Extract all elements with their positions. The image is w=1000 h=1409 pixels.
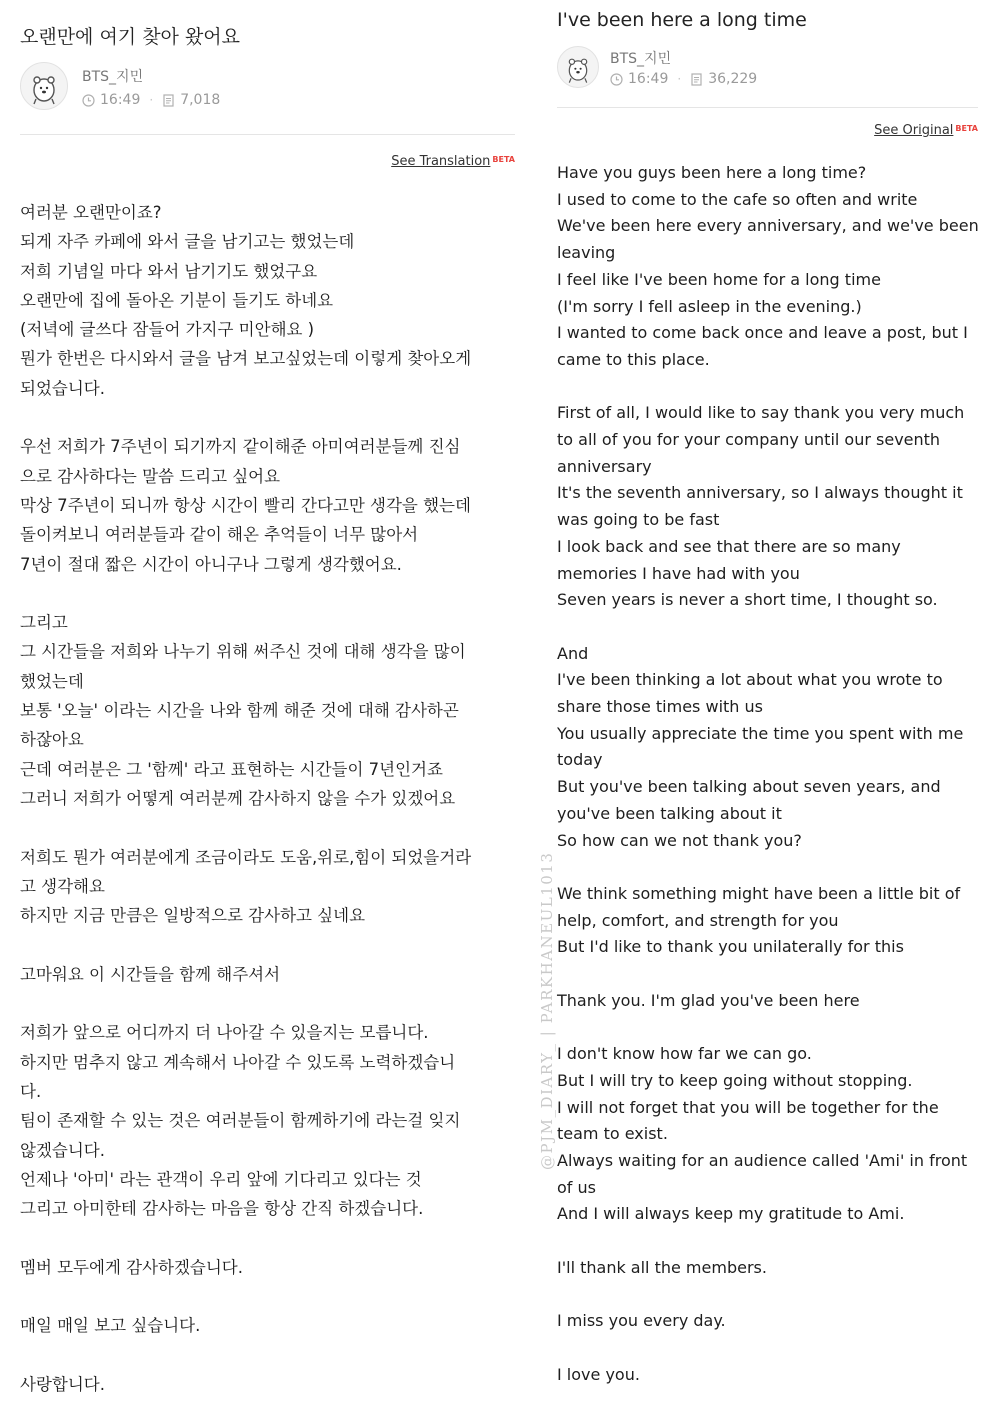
blank-line bbox=[20, 1341, 520, 1370]
see-original-label[interactable]: See Original bbox=[874, 123, 954, 138]
body-line: First of all, I would like to say thank you very much bbox=[557, 403, 965, 423]
see-original-link[interactable] bbox=[874, 123, 978, 138]
body-line: 저희가 앞으로 어디까지 더 나아갈 수 있을지는 모릅니다. bbox=[20, 1023, 429, 1043]
post-time: 16:49 bbox=[100, 92, 141, 108]
body-line: 막상 7주년이 되니까 항상 시간이 빨리 간다고만 생각을 했는데 bbox=[20, 495, 471, 515]
blank-line bbox=[557, 854, 987, 881]
body-line: help, comfort, and strength for you bbox=[557, 910, 839, 930]
blank-line bbox=[557, 614, 987, 641]
body-line: 멤버 모두에게 감사하겠습니다. bbox=[20, 1257, 243, 1277]
meta-separator: · bbox=[149, 93, 154, 107]
blank-line bbox=[557, 1335, 987, 1362]
body-line: It's the seventh anniversary, so I always thought it bbox=[557, 483, 963, 503]
body-line: 우선 저희가 7주년이 되기까지 같이해준 아미여러분들께 진심 bbox=[20, 437, 461, 457]
body-line: 오랜만에 집에 돌아온 기분이 들기도 하네요 bbox=[20, 290, 334, 310]
view-count: 7,018 bbox=[180, 92, 221, 108]
body-line: 팀이 존재할 수 있는 것은 여러분들이 함께하기에 라는걸 잊지 bbox=[20, 1111, 461, 1131]
post-body bbox=[20, 198, 520, 1399]
body-line: 매일 매일 보고 싶습니다. bbox=[20, 1316, 201, 1336]
view-count: 36,229 bbox=[708, 71, 758, 87]
body-line: 고 생각해요 bbox=[20, 876, 105, 896]
body-line: But I'd like to thank you unilaterally for this bbox=[557, 937, 904, 957]
body-line: leaving bbox=[557, 243, 616, 263]
post-title: I've been here a long time bbox=[557, 9, 807, 31]
body-line: 저희 기념일 마다 와서 남기기도 했었구요 bbox=[20, 261, 318, 281]
post-title: 오랜만에 여기 찾아 왔어요 bbox=[20, 26, 241, 48]
body-line: team to exist. bbox=[557, 1124, 668, 1144]
blank-line bbox=[20, 403, 520, 432]
body-line: Have you guys been here a long time? bbox=[557, 163, 867, 182]
body-line: 저희도 뭔가 여러분에게 조금이라도 도움,위로,힘이 되었을거라 bbox=[20, 847, 472, 867]
body-line: 다. bbox=[20, 1081, 42, 1101]
body-line: I miss you every day. bbox=[557, 1311, 726, 1331]
body-line: 그리고 아미한테 감사하는 마음을 항상 간직 하겠습니다. bbox=[20, 1199, 424, 1219]
body-line: 했었는데 bbox=[20, 671, 84, 691]
author-name[interactable]: BTS_지민 bbox=[82, 69, 144, 85]
see-translation-label[interactable]: See Translation bbox=[391, 154, 491, 169]
body-line: 하잖아요 bbox=[20, 730, 84, 750]
body-line: 사랑합니다. bbox=[20, 1374, 105, 1394]
body-line: And bbox=[557, 643, 589, 663]
body-line: We've been here every anniversary, and we've been bbox=[557, 216, 979, 236]
blank-line bbox=[557, 1281, 987, 1308]
document-views-icon bbox=[162, 94, 175, 107]
body-line: 보통 '오늘' 이라는 시간을 나와 함께 해준 것에 대해 감사하곤 bbox=[20, 701, 459, 721]
body-line: to all of you for your company until our seventh bbox=[557, 430, 941, 450]
body-line: 으로 감사하다는 말씀 드리고 싶어요 bbox=[20, 466, 281, 486]
body-line: But I will try to keep going without stopping. bbox=[557, 1070, 913, 1090]
body-line: I wanted to come back once and leave a post, but I bbox=[557, 323, 968, 343]
body-line: You usually appreciate the time you spent with me bbox=[557, 723, 964, 743]
bear-avatar-icon[interactable] bbox=[557, 46, 599, 88]
blank-line bbox=[557, 961, 987, 988]
body-line: today bbox=[557, 750, 603, 770]
document-views-icon bbox=[690, 73, 703, 86]
blank-line bbox=[557, 374, 987, 401]
body-line: We think something might have been a little bit of bbox=[557, 883, 961, 903]
blank-line bbox=[20, 579, 520, 608]
body-line: memories I have had with you bbox=[557, 563, 800, 583]
body-line: Always waiting for an audience called 'Ami' in front bbox=[557, 1150, 968, 1170]
body-line: 그러니 저희가 어떻게 여러분께 감사하지 않을 수가 있겠어요 bbox=[20, 788, 456, 808]
body-line: 돌이켜보니 여러분들과 같이 해온 추억들이 너무 많아서 bbox=[20, 525, 419, 545]
blank-line bbox=[20, 1282, 520, 1311]
body-line: 되었습니다. bbox=[20, 378, 105, 398]
blank-line bbox=[557, 1228, 987, 1255]
see-translation-link[interactable] bbox=[391, 154, 515, 169]
body-line: I don't know how far we can go. bbox=[557, 1044, 812, 1064]
body-line: 고마워요 이 시간들을 함께 해주셔서 bbox=[20, 964, 281, 984]
body-line: 되게 자주 카페에 와서 글을 남기고는 했었는데 bbox=[20, 232, 355, 252]
author-name[interactable]: BTS_지민 bbox=[610, 51, 672, 67]
body-line: Seven years is never a short time, I thought so. bbox=[557, 590, 938, 610]
body-line: anniversary bbox=[557, 456, 652, 476]
post-body bbox=[557, 160, 987, 1388]
body-line: I feel like I've been home for a long time bbox=[557, 269, 881, 289]
body-line: share those times with us bbox=[557, 697, 763, 717]
body-line: I love you. bbox=[557, 1364, 640, 1384]
blank-line bbox=[20, 989, 520, 1018]
body-line: (I'm sorry I fell asleep in the evening.) bbox=[557, 296, 862, 316]
body-line: of us bbox=[557, 1177, 596, 1197]
body-line: 7년이 절대 짧은 시간이 아니구나 그렇게 생각했어요. bbox=[20, 554, 402, 574]
body-line: I will not forget that you will be together for the bbox=[557, 1097, 939, 1117]
body-line: 그 시간들을 저희와 나누기 위해 써주신 것에 대해 생각을 많이 bbox=[20, 642, 466, 662]
post-time: 16:49 bbox=[628, 71, 669, 87]
body-line: I used to come to the cafe so often and write bbox=[557, 189, 918, 209]
body-line: I've been thinking a lot about what you wrote to bbox=[557, 670, 943, 690]
clock-icon bbox=[610, 73, 623, 86]
body-line: (저녁에 글쓰다 잠들어 가지구 미안해요 ) bbox=[20, 320, 315, 340]
blank-line bbox=[20, 1223, 520, 1252]
body-line: I look back and see that there are so many bbox=[557, 536, 901, 556]
body-line: 뭔가 한번은 다시와서 글을 남겨 보고싶었는데 이렇게 찾아오게 bbox=[20, 349, 472, 369]
body-line: 하지만 멈추지 않고 계속해서 나아갈 수 있도록 노력하겠습니 bbox=[20, 1052, 456, 1072]
body-line: came to this place. bbox=[557, 349, 710, 369]
body-line: And I will always keep my gratitude to Ami. bbox=[557, 1204, 905, 1224]
body-line: But you've been talking about seven years, and bbox=[557, 777, 941, 797]
header-divider bbox=[557, 107, 978, 108]
blank-line bbox=[557, 1014, 987, 1041]
body-line: 하지만 지금 만큼은 일방적으로 감사하고 싶네요 bbox=[20, 906, 366, 926]
body-line: 언제나 '아미' 라는 관객이 우리 앞에 기다리고 있다는 것 bbox=[20, 1169, 422, 1189]
bear-avatar-icon[interactable] bbox=[20, 62, 68, 110]
body-line: 그리고 bbox=[20, 613, 68, 633]
meta-separator: · bbox=[677, 72, 682, 86]
body-line: 근데 여러분은 그 '함께' 라고 표현하는 시간들이 7년인거죠 bbox=[20, 759, 443, 779]
body-line: you've been talking about it bbox=[557, 803, 782, 823]
post-meta bbox=[82, 92, 220, 108]
body-line: 여러분 오랜만이죠? bbox=[20, 203, 162, 222]
beta-badge: BETA bbox=[492, 155, 515, 164]
body-line: was going to be fast bbox=[557, 510, 720, 530]
body-line: 않겠습니다. bbox=[20, 1140, 105, 1160]
body-line: I'll thank all the members. bbox=[557, 1257, 767, 1277]
blank-line bbox=[20, 930, 520, 959]
header-divider bbox=[20, 134, 515, 135]
body-line: So how can we not thank you? bbox=[557, 830, 802, 850]
post-meta bbox=[610, 71, 757, 87]
body-line: Thank you. I'm glad you've been here bbox=[557, 990, 860, 1010]
watermark: @PJM_DIARY_ | PARKHANEUL1013 bbox=[538, 851, 556, 1170]
clock-icon bbox=[82, 94, 95, 107]
blank-line bbox=[20, 813, 520, 842]
beta-badge: BETA bbox=[955, 124, 978, 133]
